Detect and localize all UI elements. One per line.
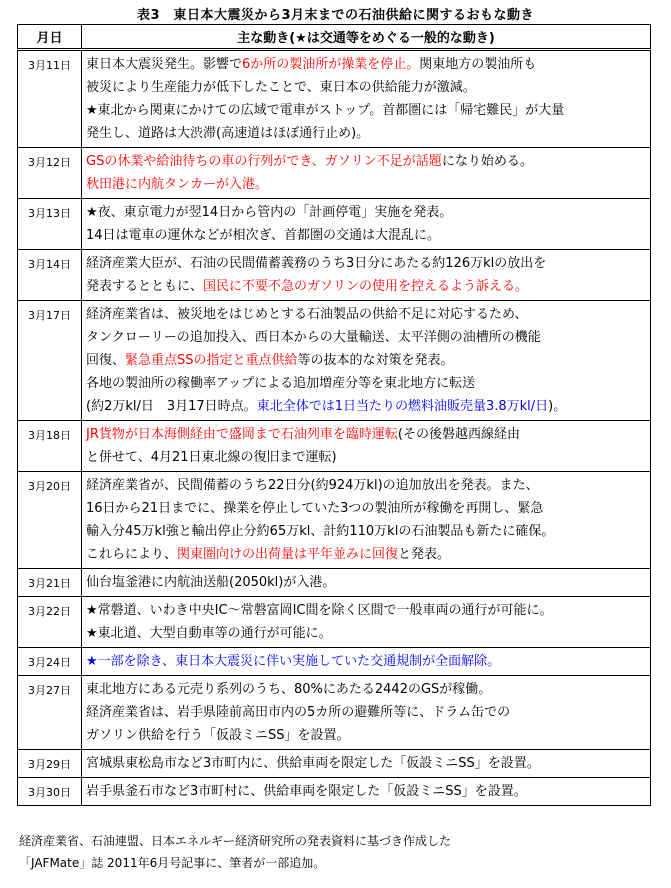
text-segment: (約2万kl/日 3月17日時点。 — [86, 399, 257, 414]
highlight-blue-text: 東北全体では1日当たりの燃料油販売量3.8万kl/日 — [256, 399, 549, 414]
highlight-red-text: 秋田港に内航タンカーが入港。 — [86, 177, 269, 192]
content-line — [86, 252, 650, 275]
content-line — [86, 520, 650, 543]
text-segment: 経済産業省は、被災地をはじめとする石油製品の供給不足に対応するため、 — [86, 307, 528, 322]
table-row — [18, 597, 651, 648]
row-date: 3月14日 — [18, 250, 82, 301]
row-content — [82, 50, 651, 148]
text-segment: 岩手県釜石市など3市町村に、供給車両を限定した「仮設ミニSS」を設置。 — [86, 784, 527, 799]
text-segment: 14日は電車の運休などが相次ぎ、首都圏の交通は大混乱に。 — [86, 228, 441, 243]
text-segment: になり始める。 — [441, 154, 533, 169]
row-content — [82, 199, 651, 250]
table-title: 表3 東日本大震災から3月末までの石油供給に関するおもな動き — [136, 8, 535, 23]
highlight-blue-text: ★一部を除き、東日本大震災に伴い実施していた交通規制が全面解除。 — [86, 654, 501, 669]
text-segment: 回復、 — [86, 353, 126, 368]
text-segment: 仙台塩釜港に内航油送船(2050kl)が入港。 — [86, 575, 336, 590]
text-segment: タンクローリーの追加投入、西日本からの大量輸送、太平洋側の油槽所の機能 — [86, 330, 541, 345]
table-row — [18, 421, 651, 472]
row-date: 3月30日 — [18, 778, 82, 806]
content-line — [86, 150, 650, 173]
row-date: 3月13日 — [18, 199, 82, 250]
content-line — [86, 173, 650, 196]
text-segment: 経済産業省が、民間備蓄のうち22日分(約924万kl)の追加放出を発表。また、 — [86, 478, 539, 493]
table-body — [18, 50, 651, 806]
content-line — [86, 224, 650, 247]
text-segment: 発表するとともに、 — [86, 279, 204, 294]
text-segment: これらにより、 — [86, 547, 178, 562]
row-date: 3月17日 — [18, 301, 82, 421]
text-segment: ガソリン供給を行う「仮設ミニSS」を設置。 — [86, 728, 350, 743]
content-line — [86, 752, 650, 775]
row-date: 3月29日 — [18, 750, 82, 778]
content-line — [86, 497, 650, 520]
text-segment: 経済産業大臣が、石油の民間備蓄義務のうち3日分にあたる約126万klの放出を — [86, 256, 547, 271]
row-date: 3月27日 — [18, 676, 82, 750]
highlight-red-text: GSの休業や給油待ちの車の行列ができ、ガソリン不足が話題 — [86, 154, 442, 169]
table-row — [18, 472, 651, 569]
content-line — [86, 474, 650, 497]
text-segment: 発生し、道路は大渋滞(高速道はほぼ通行止め)。 — [86, 126, 370, 141]
row-content — [82, 597, 651, 648]
content-line — [86, 446, 650, 469]
table-row — [18, 648, 651, 676]
row-content — [82, 472, 651, 569]
text-segment: ★夜、東京電力が翌14日から管内の「計画停電」実施を発表。 — [86, 205, 453, 220]
table-row — [18, 778, 651, 806]
text-segment: ★東北から関東にかけての広域で電車がストップ。首都圏には「帰宅難民」が大量 — [86, 103, 565, 118]
table-row — [18, 301, 651, 421]
row-content — [82, 750, 651, 778]
row-content — [82, 148, 651, 199]
content-line — [86, 53, 650, 76]
row-date: 3月22日 — [18, 597, 82, 648]
row-content — [82, 648, 651, 676]
content-line — [86, 599, 650, 622]
content-line — [86, 423, 650, 446]
text-segment: )。 — [548, 399, 567, 414]
content-line — [86, 122, 650, 145]
highlight-red-text: 国民に不要不急のガソリンの使用を控えるよう訴える。 — [203, 279, 529, 294]
content-line — [86, 701, 650, 724]
content-line — [86, 395, 650, 418]
highlight-red-text: 緊急重点SSの指定と重点供給 — [125, 353, 298, 368]
table-header-row — [18, 25, 651, 50]
content-line — [86, 303, 650, 326]
content-line — [86, 780, 650, 803]
content-line — [86, 326, 650, 349]
text-segment: (その後磐越西線経由 — [397, 427, 520, 442]
text-segment: ★常磐道、いわき中央IC～常磐富岡IC間を除く区間で一般車両の通行が可能に。 — [86, 603, 553, 618]
row-date: 3月12日 — [18, 148, 82, 199]
table-row — [18, 199, 651, 250]
text-segment: 16日から21日までに、操業を停止していた3つの製油所が稼働を再開し、緊急 — [86, 501, 544, 516]
text-segment: 等の抜本的な対策を発表。 — [297, 353, 454, 368]
row-date: 3月18日 — [18, 421, 82, 472]
row-date: 3月24日 — [18, 648, 82, 676]
row-content — [82, 676, 651, 750]
content-line — [86, 99, 650, 122]
row-date: 3月11日 — [18, 50, 82, 148]
source-note-line: 「JAFMate」誌 2011年6月号記事に、筆者が一部追加。 — [19, 856, 326, 870]
text-segment: と発表。 — [398, 547, 451, 562]
content-line — [86, 543, 650, 566]
text-segment: 経済産業省は、岩手県陸前高田市内の5カ所の避難所等に、ドラム缶での — [86, 705, 511, 720]
table-row — [18, 148, 651, 199]
text-segment: 宮城県東松島市など3市町内に、供給車両を限定した「仮設ミニSS」を設置。 — [86, 756, 540, 771]
content-line — [86, 275, 650, 298]
content-line — [86, 724, 650, 747]
table-row — [18, 50, 651, 148]
text-segment: 東北地方にある元売り系列のうち、80%にあたる2442のGSが稼働。 — [86, 682, 492, 697]
text-segment: 東日本大震災発生。影響で — [86, 57, 243, 72]
text-segment: と併せて、4月21日東北線の復旧まで運転) — [86, 450, 337, 465]
content-line — [86, 678, 650, 701]
table-row — [18, 750, 651, 778]
text-segment: 輸入分45万kl強と輸出停止分約65万kl、計約110万klの石油製品も新たに確保。 — [86, 524, 555, 539]
content-line — [86, 571, 650, 594]
supply-timeline-table — [17, 24, 651, 806]
table-row — [18, 676, 651, 750]
row-content — [82, 569, 651, 597]
content-line — [86, 201, 650, 224]
content-line — [86, 349, 650, 372]
row-content — [82, 778, 651, 806]
column-header-content: 主な動き(★は交通等をめぐる一般的な動き) — [82, 25, 651, 50]
text-segment: ★東北道、大型自動車等の通行が可能に。 — [86, 626, 332, 641]
content-line — [86, 622, 650, 645]
source-note-line: 経済産業省、石油連盟、日本エネルギー経済研究所の発表資料に基づき作成した — [19, 834, 452, 848]
highlight-red-text: 6か所の製油所が操業を停止。 — [242, 57, 420, 72]
row-date: 3月20日 — [18, 472, 82, 569]
highlight-red-text: 関東圏向けの出荷量は平年並みに回復 — [177, 547, 399, 562]
content-line — [86, 650, 650, 673]
highlight-red-text: JR貨物が日本海側経由で盛岡まで石油列車を臨時運転 — [86, 427, 398, 442]
source-note — [19, 830, 451, 874]
content-line — [86, 76, 650, 99]
row-date: 3月21日 — [18, 569, 82, 597]
table-row — [18, 250, 651, 301]
content-line — [86, 372, 650, 395]
text-segment: 各地の製油所の稼働率アップによる追加増産分等を東北地方に転送 — [86, 376, 476, 391]
row-content — [82, 250, 651, 301]
text-segment: 関東地方の製油所も — [419, 57, 537, 72]
text-segment: 被災により生産能力が低下したことで、東日本の供給能力が激減。 — [86, 80, 476, 95]
table-row — [18, 569, 651, 597]
row-content — [82, 301, 651, 421]
row-content — [82, 421, 651, 472]
column-header-date: 月日 — [18, 25, 82, 50]
